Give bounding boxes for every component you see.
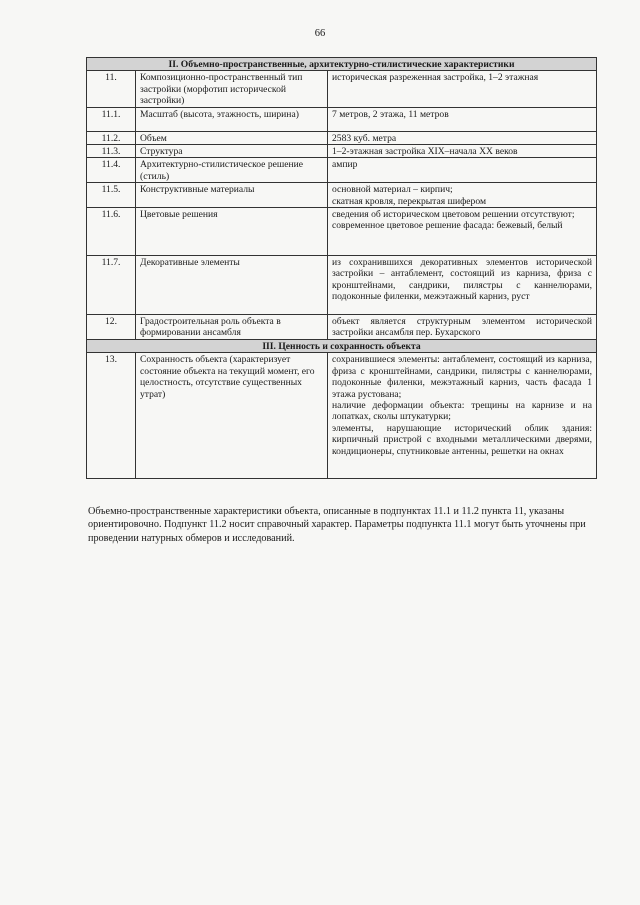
row-number: 11.7. bbox=[87, 256, 136, 315]
table-row bbox=[87, 145, 597, 158]
characteristics-table bbox=[86, 57, 597, 479]
section-title: III. Ценность и сохранность объекта bbox=[87, 339, 597, 352]
row-number: 11.2. bbox=[87, 131, 136, 144]
row-value-line: из сохранившихся декоративных элементов исторической застройки – антаблемент, состоящий из карниза, фриза с кронштейнами, сандрики, пилястры с каннелюрами, подоконные филенки, межэтажный карниз, руст bbox=[332, 257, 592, 303]
row-value-line: сведения об историческом цветовом решении отсутствуют; bbox=[332, 209, 575, 221]
row-value bbox=[328, 353, 597, 479]
row-name: Цветовые решения bbox=[136, 208, 328, 256]
row-value bbox=[328, 183, 597, 208]
table-row bbox=[87, 158, 597, 183]
row-value bbox=[328, 158, 597, 183]
row-value-line: элементы, нарушающие исторический облик здания: кирпичный пристрой с входными металлическими дверями, кондиционеры, спутниковые антенны, решетки на окнах bbox=[332, 422, 592, 457]
row-value bbox=[328, 315, 597, 340]
row-number: 11.5. bbox=[87, 183, 136, 208]
row-value bbox=[328, 71, 597, 107]
section-title: II. Объемно-пространственные, архитектурно-стилистические характеристики bbox=[87, 58, 597, 71]
row-value-line: скатная кровля, перекрытая шифером bbox=[332, 195, 487, 207]
row-number: 11. bbox=[87, 71, 136, 107]
row-value-line: 1–2-этажная застройка XIX–начала XX веков bbox=[332, 146, 518, 158]
table-row bbox=[87, 315, 597, 340]
row-number: 11.3. bbox=[87, 145, 136, 158]
row-number: 13. bbox=[87, 353, 136, 479]
row-name: Декоративные элементы bbox=[136, 256, 328, 315]
row-value bbox=[328, 256, 597, 315]
page-number: 66 bbox=[314, 28, 326, 39]
row-name: Архитектурно-стилистическое решение (стиль) bbox=[136, 158, 328, 183]
table-row bbox=[87, 256, 597, 315]
row-value-line: 2583 куб. метра bbox=[332, 132, 397, 144]
row-value bbox=[328, 107, 597, 131]
section-header-row bbox=[87, 339, 597, 352]
row-name: Объем bbox=[136, 131, 328, 144]
row-value-line: 7 метров, 2 этажа, 11 метров bbox=[332, 108, 449, 120]
row-name: Композиционно-пространственный тип застройки (морфотип исторической застройки) bbox=[136, 71, 328, 107]
row-name: Структура bbox=[136, 145, 328, 158]
table-row bbox=[87, 107, 597, 131]
row-value bbox=[328, 208, 597, 256]
row-value-line: историческая разреженная застройка, 1–2 этажная bbox=[332, 72, 539, 84]
row-value-line: ампир bbox=[332, 159, 358, 171]
table-row bbox=[87, 71, 597, 107]
table-row bbox=[87, 131, 597, 144]
table-row bbox=[87, 183, 597, 208]
row-name: Сохранность объекта (характеризует состояние объекта на текущий момент, его целостность, отсутствие существенных утрат) bbox=[136, 353, 328, 479]
row-value bbox=[328, 131, 597, 144]
table-row bbox=[87, 208, 597, 256]
section-header-row bbox=[87, 58, 597, 71]
row-number: 11.6. bbox=[87, 208, 136, 256]
row-name: Масштаб (высота, этажность, ширина) bbox=[136, 107, 328, 131]
row-value bbox=[328, 145, 597, 158]
row-value-line: основной материал – кирпич; bbox=[332, 184, 453, 196]
row-number: 11.1. bbox=[87, 107, 136, 131]
row-name: Конструктивные материалы bbox=[136, 183, 328, 208]
row-number: 11.4. bbox=[87, 158, 136, 183]
row-value-line: сохранившиеся элементы: антаблемент, состоящий из карниза, фриза с кронштейнами, сандрики, пилястры с каннелюрами, подоконные филенки, межэтажный карниз, часть фасада 1 этажа рустована; bbox=[332, 354, 592, 400]
footer-note: Объемно-пространственные характеристики объекта, описанные в подпунктах 11.1 и 11.2 пункта 11, указаны ориентировочно. Подпункт 11.2 носит справочный характер. Параметры подпункта 11.1 могут быть уточнены при проведении натурных обмеров и исследований. bbox=[88, 506, 586, 544]
row-value-line: современное цветовое решение фасада: бежевый, белый bbox=[332, 220, 563, 232]
row-value-line: объект является структурным элементом исторической застройки ансамбля пер. Бухарского bbox=[332, 316, 592, 339]
row-name: Градостроительная роль объекта в формировании ансамбля bbox=[136, 315, 328, 340]
table-row bbox=[87, 353, 597, 479]
row-value-line: наличие деформации объекта: трещины на карнизе и на лопатках, сколы штукатурки; bbox=[332, 399, 592, 423]
row-number: 12. bbox=[87, 315, 136, 340]
